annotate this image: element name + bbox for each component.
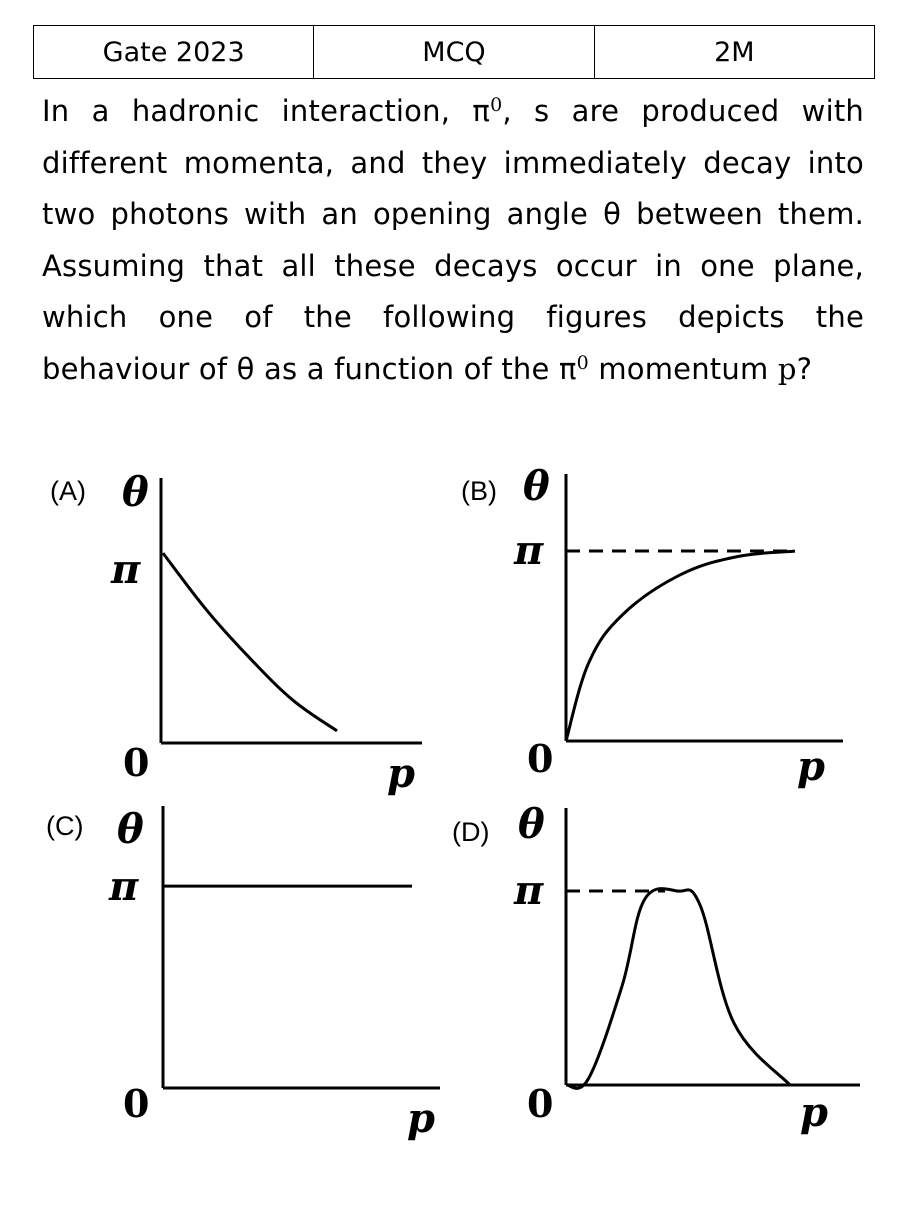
graph-d-pi-tick: π: [514, 867, 544, 914]
graph-d: [513, 801, 860, 1136]
graph-c-theta-label: θ: [117, 806, 144, 853]
graph-a-origin: 0: [123, 740, 150, 785]
graph-a-pi-tick: π: [111, 546, 141, 593]
q-sup1: 0: [490, 94, 503, 116]
marks-cell: 2M: [594, 26, 874, 79]
q-sup2: 0: [576, 351, 589, 374]
exam-cell: Gate 2023: [34, 26, 314, 79]
graph-d-theta-label: θ: [518, 801, 545, 848]
option-a-label: (A): [50, 476, 86, 506]
option-d-label: (D): [452, 817, 490, 847]
option-b-label: (B): [461, 476, 497, 506]
graph-b-pi-tick: π: [514, 527, 544, 574]
graph-b-theta-label: θ: [523, 463, 550, 510]
graph-c-p-label: p: [407, 1095, 435, 1142]
graph-a-curve: [163, 553, 337, 731]
graph-c-pi-tick: π: [109, 863, 139, 910]
graph-b: [513, 463, 843, 790]
q-part3: momentum: [588, 351, 778, 386]
graph-c: [108, 806, 440, 1142]
graph-d-origin: 0: [527, 1081, 554, 1126]
graph-b-origin: 0: [527, 736, 554, 781]
graph-b-p-label: p: [797, 743, 825, 790]
graph-a-theta-label: θ: [122, 469, 149, 516]
q-part1: In a hadronic interaction, π: [42, 94, 491, 128]
graph-c-origin: 0: [123, 1081, 150, 1126]
graph-b-curve: [566, 551, 795, 741]
q-var: p: [777, 351, 797, 386]
graph-d-curve: [566, 889, 790, 1089]
q-part2: , s are produced with different momenta, and they immediately decay into two photons with an opening angle θ between them. Assuming that all these decays occur in one plane, which one of the following figures depicts the behaviour of θ as a function of the π: [42, 94, 864, 386]
graph-d-p-label: p: [800, 1089, 828, 1136]
graph-a-p-label: p: [387, 750, 415, 797]
q-part4: ?: [796, 351, 813, 386]
type-cell: MCQ: [314, 26, 594, 79]
graph-a: [110, 469, 422, 797]
option-c-label: (C): [46, 811, 84, 841]
